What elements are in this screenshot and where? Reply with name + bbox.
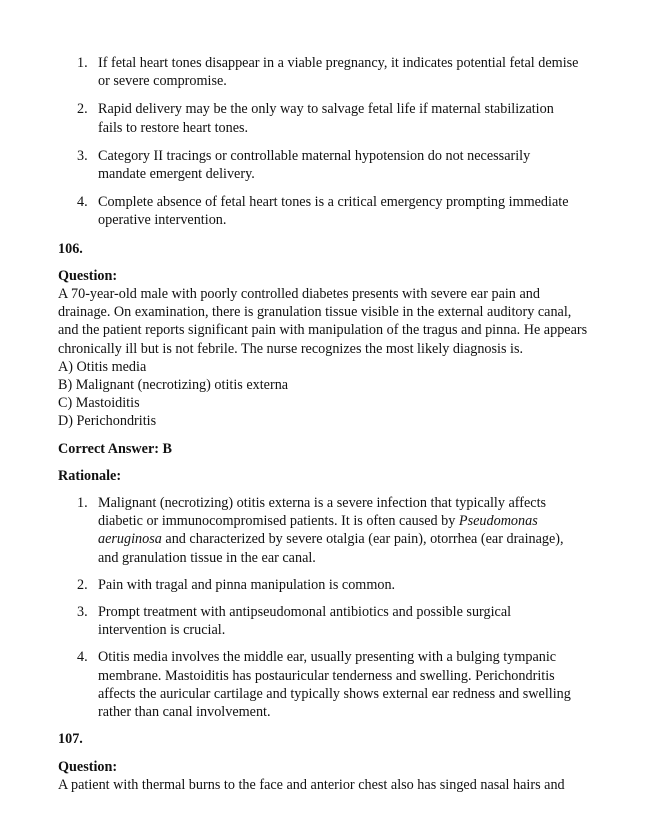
option-d: D) Perichondritis xyxy=(58,413,157,430)
list-item: 4. Complete absence of fetal heart tones is a critical emergency prompting immediate operative intervention. xyxy=(77,194,569,229)
list-item: 3. Prompt treatment with antipseudomonal antibiotics and possible surgical intervention is crucial. xyxy=(77,604,512,639)
list-item-text: Otitis media involves the middle ear, usually presenting with a bulging tympanic membrane. Mastoiditis has postauricular tenderness and swelling. Perichondritis affects the auricular cartilage and typically shows external ear redness and swelling rather than canal involvement. xyxy=(98,649,571,721)
italic-term: Pseudomonas aeruginosa xyxy=(98,513,538,548)
list-item-text: Rapid delivery may be the only way to salvage fetal life if maternal stabilization fails to restore heart tones. xyxy=(98,101,554,136)
question-number: 106. xyxy=(58,240,83,257)
list-item: 1. Malignant (necrotizing) otitis externa is a severe infection that typically affects diabetic or immunocompromised patients. It is often caused by Pseudomonas aeruginosa and characterized by severe otalgia (ear pain), otorrhea (ear drainage), and granulation tissue in the ear canal. xyxy=(77,495,564,566)
question-text: A patient with thermal burns to the face and anterior chest also has singed nasal hairs and xyxy=(58,776,565,793)
list-item-text: Malignant (necrotizing) otitis externa is a severe infection that typically affects diabetic or immunocompromised patients. It is often caused by Pseudomonas aeruginosa and characterized by severe otalgia (ear pain), otorrhea (ear drainage), and granulation tissue in the ear canal. xyxy=(98,495,564,566)
list-item-text: Category II tracings or controllable maternal hypotension do not necessarily mandate emergent delivery. xyxy=(98,147,531,183)
list-item-text: Prompt treatment with antipseudomonal antibiotics and possible surgical intervention is crucial. xyxy=(98,604,512,639)
list-item-text: Complete absence of fetal heart tones is a critical emergency prompting immediate operative intervention. xyxy=(98,194,569,229)
list-item: 4. Otitis media involves the middle ear, usually presenting with a bulging tympanic membrane. Mastoiditis has postauricular tenderness and swelling. Perichondritis affects the auricular cartilage and typically shows external ear redness and swelling rather than canal involvement. xyxy=(77,649,571,721)
rationale-label: Rationale: xyxy=(58,467,122,484)
answer-options xyxy=(58,358,588,431)
option-c: C) Mastoiditis xyxy=(58,395,140,412)
rationale-list xyxy=(58,485,588,721)
list-item-text: If fetal heart tones disappear in a viable pregnancy, it indicates potential fetal demise or severe compromise. xyxy=(98,55,579,90)
question-number: 107. xyxy=(58,731,83,748)
question-text: A 70-year-old male with poorly controlled diabetes presents with severe ear pain and drainage. On examination, there is granulation tissue visible in the external auditory canal, and the patient reports significant pain with manipulation of the tragus and pinna. He appears chronically ill but is not febrile. The nurse recognizes the most likely diagnosis is. xyxy=(58,286,588,357)
question-label: Question: xyxy=(58,758,118,775)
correct-answer: Correct Answer: B xyxy=(58,440,172,457)
list-item-text: Pain with tragal and pinna manipulation is common. xyxy=(98,576,396,593)
list-item: 2. Rapid delivery may be the only way to salvage fetal life if maternal stabilization fails to restore heart tones. xyxy=(77,101,554,136)
previous-rationale-list xyxy=(58,0,588,230)
list-item: 2. Pain with tragal and pinna manipulation is common. xyxy=(77,576,396,593)
list-item: 3. Category II tracings or controllable maternal hypotension do not necessarily mandate emergent delivery. xyxy=(77,147,531,183)
question-label: Question: xyxy=(58,267,118,284)
option-b: B) Malignant (necrotizing) otitis externa xyxy=(58,377,289,394)
option-a: A) Otitis media xyxy=(58,358,147,375)
list-item: 1. If fetal heart tones disappear in a viable pregnancy, it indicates potential fetal demise or severe compromise. xyxy=(77,55,579,90)
